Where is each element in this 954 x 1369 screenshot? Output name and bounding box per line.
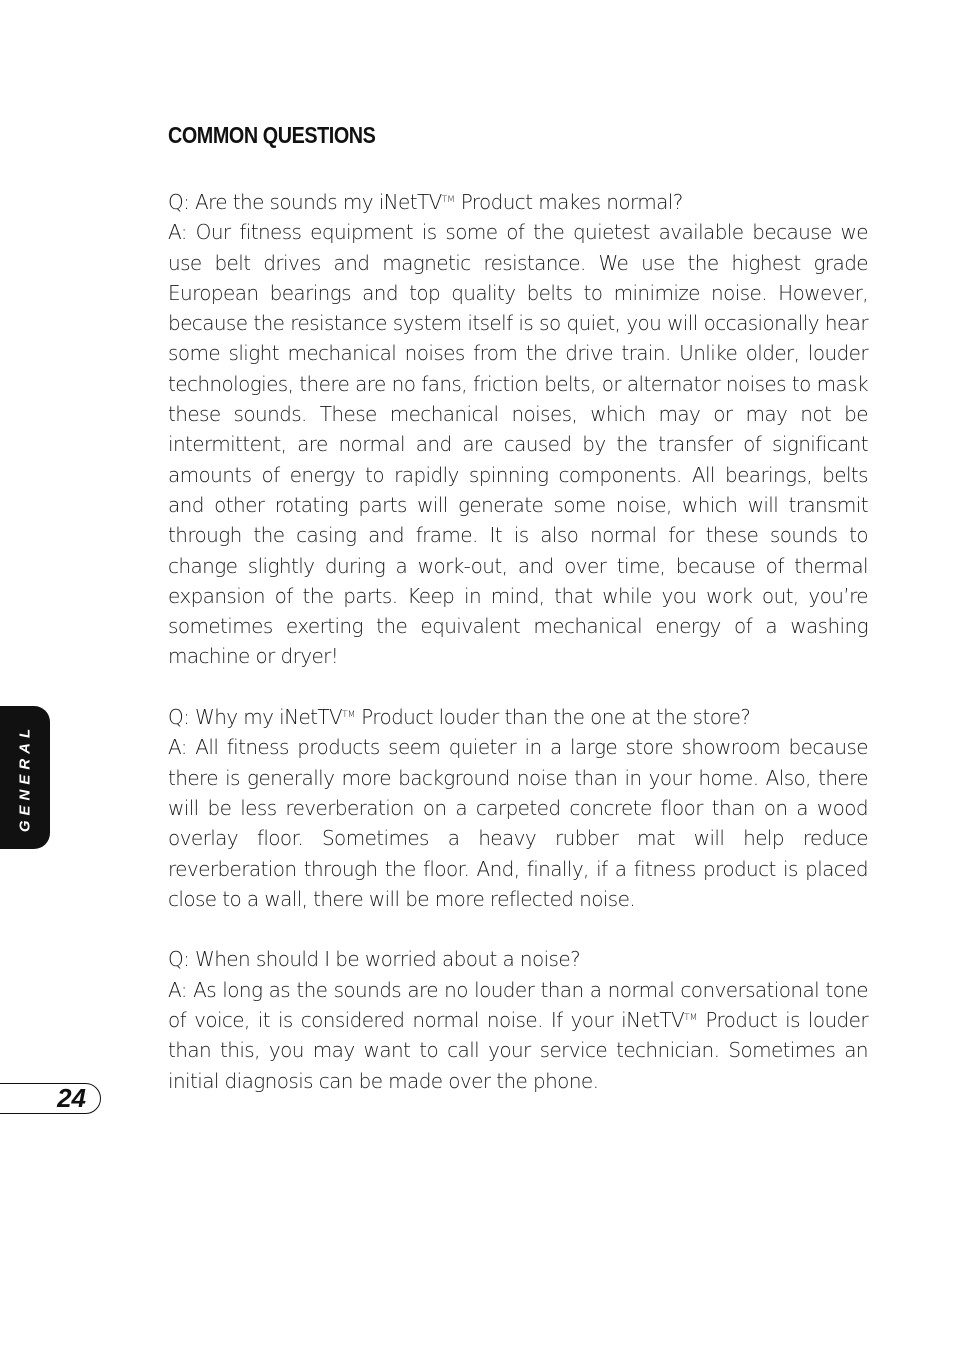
faq-answer: A: All fitness products seem quieter in a large store showroom because there is generally more background noise than in your home. Also, there will be less reverberation on a carpeted concrete floor than on a wood overlay floor. Sometimes a heavy rubber mat will help reduce reverberation through the floor. And, finally, if a fitness product is placed close to a wall, there will be more reflected noise. — [168, 735, 868, 911]
faq-item-sounds-normal — [168, 187, 868, 672]
faq-question: Q: Are the sounds my iNetTV™ Product makes normal? — [168, 190, 683, 214]
faq-answer: A: Our fitness equipment is some of the quietest available because we use belt drives and magnetic resistance. We use the highest grade European bearings and top quality belts to minimize noise. However, because the resistance system itself is so quiet, you will occasionally hear some slight mechanical noises from the drive train. Unlike older, louder technologies, there are no fans, friction belts, or alternator noises to mask these sounds. These mechanical noises, which may or may not be intermittent, are normal and are caused by the transfer of significant amounts of energy to rapidly spinning components. All bearings, belts and other rotating parts will generate some noise, which will transmit through the casing and frame. It is also normal for these sounds to change slightly during a work-out, and over time, because of thermal expansion of the parts. Keep in mind, that while you work out, you’re sometimes exerting the equivalent mechanical energy of a washing machine or dryer! — [168, 220, 868, 669]
faq-item-when-worried — [168, 944, 868, 1095]
trademark-mark: TM — [684, 1013, 698, 1024]
page-number: 24 — [57, 1083, 86, 1113]
section-heading: COMMON QUESTIONS — [168, 122, 376, 148]
faq-answer: A: As long as the sounds are no louder than a normal conversational tone of voice, it is considered normal noise. If your iNetTV™ Product is louder than this, you may want to call your service technician. Sometimes an initial diagnosis can be made over the phone. — [168, 977, 868, 1093]
faq-question: Q: When should I be worried about a noise? — [168, 947, 581, 972]
faq-content — [168, 187, 868, 1126]
page-number-badge — [0, 1083, 101, 1114]
faq-question: Q: Why my iNetTV™ Product louder than the one at the store? — [168, 705, 751, 730]
side-tab-label: GENERAL — [16, 723, 34, 832]
trademark-mark: TM — [441, 195, 455, 205]
faq-item-louder-than-store — [168, 702, 868, 914]
trademark-mark: TM — [342, 710, 356, 721]
section-side-tab — [0, 706, 50, 849]
